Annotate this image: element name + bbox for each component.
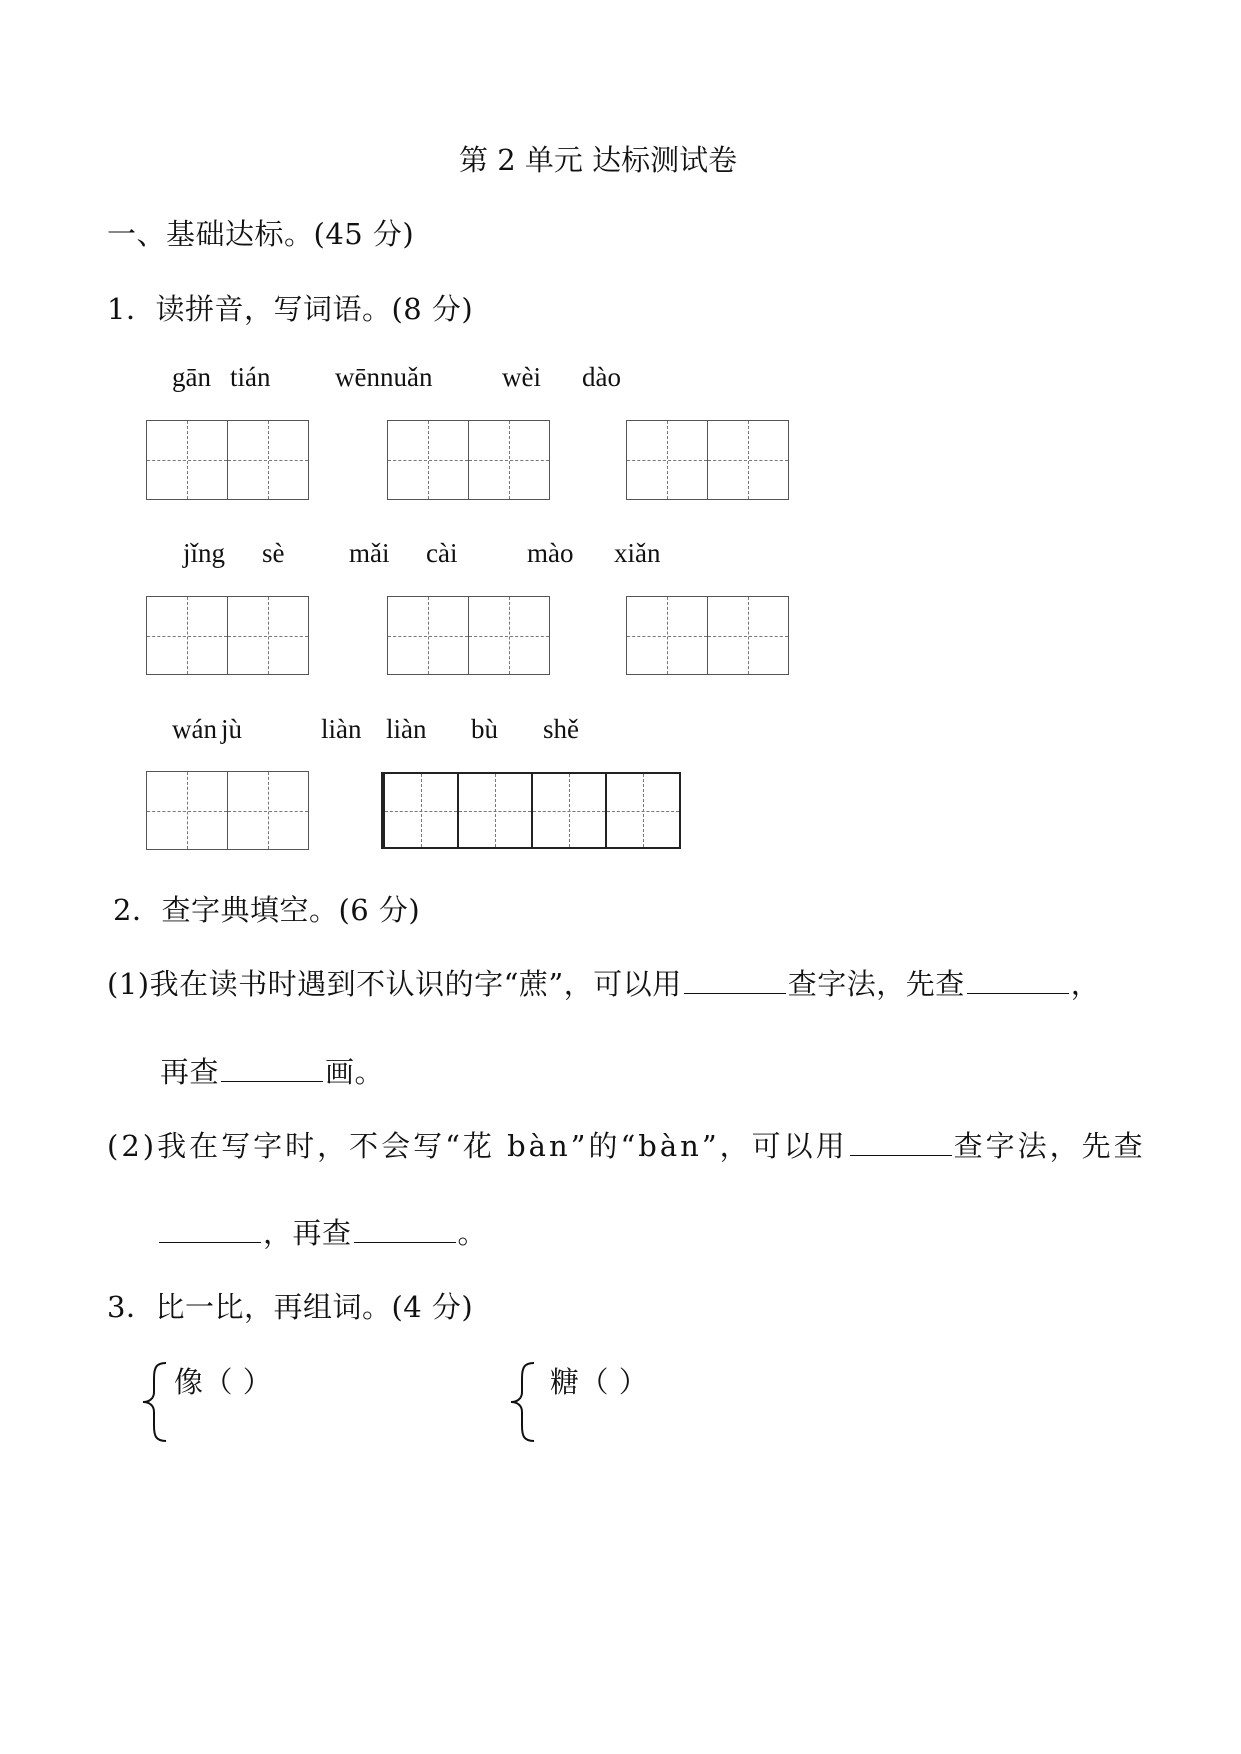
writing-grid[interactable] <box>146 771 309 850</box>
question-2-part-2-cont <box>157 1211 487 1252</box>
grid-cell[interactable] <box>227 597 308 674</box>
grid-cell[interactable] <box>605 774 679 847</box>
question-2-part-2 <box>107 1124 1146 1165</box>
question-2-heading: 2．查字典填空。(6 分) <box>113 893 421 927</box>
pinyin: xiǎn <box>614 538 661 568</box>
pinyin: wèi <box>502 362 541 392</box>
text: 查字法，先查 <box>953 1129 1146 1163</box>
writing-grid[interactable] <box>146 596 309 675</box>
pinyin: tián <box>230 362 271 392</box>
text: 再查 <box>160 1055 220 1089</box>
compare-item <box>174 1360 272 1401</box>
answer-blank[interactable] <box>684 993 786 994</box>
grid-cell[interactable] <box>227 421 308 499</box>
page-title: 第 2 单元 达标测试卷 <box>459 143 738 177</box>
left-brace-icon <box>140 1360 170 1444</box>
question-2-part-1 <box>107 962 1100 1003</box>
text: (1)我在读书时遇到不认识的字“蔗”，可以用 <box>107 967 682 1001</box>
pinyin: jǐng <box>183 538 226 568</box>
pinyin: mǎi <box>349 538 390 568</box>
section-heading: 一、基础达标。(45 分) <box>107 217 415 251</box>
grid-cell[interactable] <box>707 597 788 674</box>
grid-cell[interactable] <box>147 772 227 849</box>
pinyin: liàn <box>321 714 362 744</box>
compare-item <box>550 1360 648 1401</box>
answer-blank[interactable] <box>967 993 1069 994</box>
grid-cell[interactable] <box>457 774 531 847</box>
writing-grid[interactable] <box>146 420 309 500</box>
pinyin: wán <box>172 714 217 744</box>
text: ，再查 <box>263 1216 352 1250</box>
text: 。 <box>457 1216 488 1250</box>
grid-cell[interactable] <box>383 774 457 847</box>
grid-cell[interactable] <box>707 421 788 499</box>
pinyin: shě <box>543 714 579 744</box>
question-1-heading: 1．读拼音，写词语。(8 分) <box>107 292 474 326</box>
compare-char: 像 <box>174 1365 204 1399</box>
writing-grid-4[interactable] <box>381 772 681 849</box>
answer-blank[interactable] <box>354 1242 456 1243</box>
answer-blank[interactable] <box>850 1155 952 1156</box>
pinyin: sè <box>262 538 285 568</box>
answer-blank[interactable] <box>221 1081 323 1082</box>
pinyin: cài <box>426 538 458 568</box>
grid-cell[interactable] <box>227 772 308 849</box>
pinyin: nuǎn <box>380 362 433 392</box>
compare-char: 糖 <box>550 1365 580 1399</box>
pinyin: bù <box>471 714 498 744</box>
pinyin: liàn <box>386 714 427 744</box>
answer-paren[interactable]: （ ） <box>203 1365 273 1399</box>
text: ， <box>1070 967 1101 1001</box>
left-brace-icon <box>508 1360 538 1444</box>
writing-grid[interactable] <box>626 420 789 500</box>
answer-blank[interactable] <box>159 1242 261 1243</box>
writing-grid[interactable] <box>626 596 789 675</box>
pinyin: dào <box>582 362 621 392</box>
grid-cell[interactable] <box>388 421 468 499</box>
text: (2)我在写字时，不会写“花 bàn”的“bàn”，可以用 <box>107 1129 848 1163</box>
question-3-heading: 3．比一比，再组词。(4 分) <box>107 1290 474 1324</box>
question-2-part-1-cont <box>160 1050 384 1091</box>
writing-grid[interactable] <box>387 596 550 675</box>
grid-cell[interactable] <box>468 421 549 499</box>
writing-grid[interactable] <box>387 420 550 500</box>
pinyin: gān <box>172 362 211 392</box>
text: 画。 <box>325 1055 385 1089</box>
grid-cell[interactable] <box>468 597 549 674</box>
pinyin: wēn <box>335 362 380 392</box>
grid-cell[interactable] <box>531 774 605 847</box>
pinyin: mào <box>527 538 574 568</box>
answer-paren[interactable]: （ ） <box>579 1365 649 1399</box>
text: 查字法，先查 <box>787 967 965 1001</box>
grid-cell[interactable] <box>147 421 227 499</box>
grid-cell[interactable] <box>627 421 707 499</box>
grid-cell[interactable] <box>388 597 468 674</box>
pinyin: jù <box>221 714 243 744</box>
grid-cell[interactable] <box>627 597 707 674</box>
grid-cell[interactable] <box>147 597 227 674</box>
